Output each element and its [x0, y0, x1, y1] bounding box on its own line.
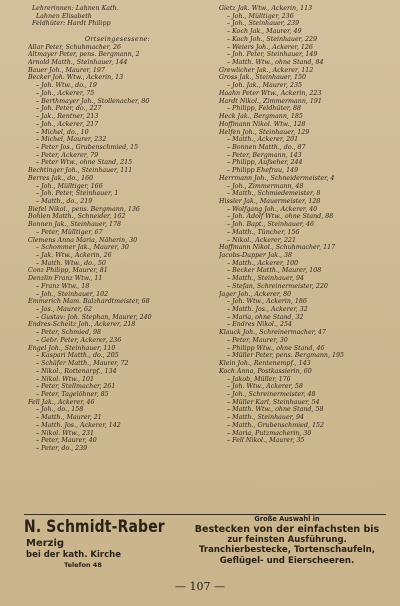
directory-entry: – Matth., Steinhauer, 94 — [227, 275, 305, 283]
left-column — [28, 5, 207, 513]
directory-entry: – Philipp, Aufseher, 244 — [227, 159, 303, 167]
directory-entry: – Peter, Maurer, 40 — [36, 437, 97, 445]
directory-entry: – Peter, Ackerer, 79 — [36, 151, 99, 159]
directory-entry: – Matth. Jos., Ackerer, 32 — [227, 306, 308, 314]
directory-columns — [28, 5, 386, 513]
directory-entry: – Matth., do., 219 — [36, 197, 93, 205]
directory-entry: – Koch Joh., Steinhauer, 229 — [227, 35, 318, 43]
directory-entry: – Joh., do., 158 — [36, 406, 84, 414]
directory-entry: Hardt Nikol., Zimmermann, 191 — [219, 97, 322, 105]
directory-entry: Hoffmann Nikol., Schuhmacher, 117 — [219, 244, 336, 252]
directory-entry: Endres-Scheitz Joh., Ackerer, 218 — [28, 321, 136, 329]
directory-entry: Denzlin Franz Wtw., 11 — [28, 275, 103, 283]
ad-line-2: Bestecken von der einfachsten bis — [194, 524, 380, 535]
directory-entry: Bohlen Matth., Schneider, 162 — [28, 213, 126, 221]
directory-entry: – Gebr. Peter, Ackerer, 236 — [36, 336, 122, 344]
directory-entry: – Philipp, Feldhüter, 88 — [227, 105, 302, 113]
directory-entry: – Matth., Steinhauer, 94 — [227, 414, 305, 422]
directory-entry: – Joh. Adolf Wtw., ohne Stand, 88 — [227, 213, 334, 221]
directory-entry: – Jos., Maurer, 62 — [36, 306, 93, 314]
directory-entry: – Matth. Jos., Ackerer, 142 — [36, 421, 121, 429]
directory-entry: Helfen Joh., Steinhauer, 129 — [219, 128, 310, 136]
directory-entry: – Franz Wtw., 18 — [36, 282, 90, 290]
directory-entry: Biefel Nikol., pens. Bergmann, 136 — [28, 205, 140, 213]
directory-entry: – Peter, Stellmacher, 261 — [36, 383, 116, 391]
directory-entry: – Joh., Mülltiger, 166 — [36, 182, 103, 190]
directory-entry: Koch Anna, Postkassierin, 60 — [219, 367, 312, 375]
ad-right — [188, 515, 386, 566]
directory-entry: Heck Jak., Bergmann, 185 — [219, 113, 303, 121]
ad-church: bei der kath. Kirche — [26, 550, 121, 560]
directory-entry: – Endres Nikol., 254 — [227, 321, 292, 329]
directory-entry: Feldhüter: Hardt Philipp — [32, 20, 111, 28]
directory-entry: – Matth., Grubenschmied, 152 — [227, 421, 324, 429]
ad-left — [24, 517, 184, 570]
directory-entry: Allar Peter, Schuhmacher, 26 — [28, 43, 121, 51]
directory-entry: – Nikol. Wtw., 231 — [36, 429, 94, 437]
directory-entry: – Peter, Schmied, 98 — [36, 329, 102, 337]
directory-entry: – Berthmayer Joh., Stollenacher, 80 — [36, 97, 150, 105]
directory-entry: – Joh., Schreinermeister, 48 — [227, 390, 316, 398]
directory-entry: Gietz Jak. Wtw., Ackerin, 113 — [219, 5, 313, 12]
directory-entry: – Joh., Steinhauer, 239 — [227, 20, 300, 28]
directory-entry: Klein Joh., Rentenempf., 143 — [219, 360, 311, 368]
directory-entry: – Matth. Wtw., do., 50 — [36, 259, 106, 267]
directory-entry: – Nikol., Rottenarpf., 134 — [36, 367, 117, 375]
directory-entry: – Joh., Steinhauer, 102 — [36, 290, 109, 298]
directory-entry: – Joh. Wtw., do., 19 — [36, 82, 97, 90]
directory-entry: – Joh., Ackerer, 217 — [36, 120, 99, 128]
advertisement — [24, 514, 386, 577]
directory-entry: – Michel, Maurer, 232 — [36, 136, 107, 144]
directory-entry: Lahnen Elisabeth — [36, 12, 92, 20]
directory-entry: Becker Joh. Wtw., Ackerin, 13 — [28, 74, 124, 82]
directory-entry: Herrmann Joh., Schneidermeister, 4 — [219, 174, 335, 182]
directory-entry: – Joh., Zimmermann, 48 — [227, 182, 304, 190]
directory-entry: Altmayer Peter, pens. Bergmann, 2 — [28, 51, 140, 59]
directory-entry: Haahn Peter Wtw., Ackerin, 223 — [219, 89, 322, 97]
directory-entry: – Peter, Maurer, 30 — [227, 336, 288, 344]
directory-entry: Bauer Joh., Maurer, 197 — [28, 66, 105, 74]
directory-entry: – Jakob, Müller, 176 — [227, 375, 291, 383]
directory-entry: Jager Joh., Ackerer, 80 — [219, 290, 292, 298]
directory-entry: – Schommer Jak., Maurer, 30 — [36, 244, 129, 252]
directory-entry: – Philipp Wtw., ohne Stand, 46 — [227, 344, 325, 352]
directory-entry: Jacobs-Dupper Jak., 38 — [219, 252, 293, 259]
directory-entry: Engel Joh., Steinhauer, 110 — [28, 344, 116, 352]
right-column — [207, 5, 386, 513]
blank-line — [28, 28, 207, 36]
directory-entry: – Peter, Tagelöhner, 85 — [36, 390, 109, 398]
directory-entry: – Maria, Putzmacherin, 30 — [227, 429, 312, 437]
directory-entry: Conz Philipp, Maurer, 81 — [28, 267, 108, 275]
directory-entry: – Matth., Ackerer, 201 — [227, 136, 299, 144]
directory-entry: Lehrerinnen: Lahnen Kath. — [32, 5, 119, 12]
directory-entry: – Fell Nikol., Maurer, 35 — [227, 437, 305, 445]
directory-entry: – Koch Jak., Maurer, 49 — [227, 28, 302, 36]
directory-entry: – Joh., Ackerer, 75 — [36, 89, 95, 97]
directory-entry: Hoffmann Nikol. Wtw., 128 — [219, 120, 306, 128]
directory-entry: – Becker Matth., Maurer, 108 — [227, 267, 322, 275]
ad-line-3: zur feinsten Ausführung. — [227, 535, 347, 545]
directory-entry: – Joh. Wtw., Ackerin, 186 — [227, 298, 307, 306]
directory-entry: Arnold Matth., Steinhauer, 144 — [28, 59, 128, 67]
directory-entry: – Nikol. Wtw., 101 — [36, 375, 94, 383]
directory-entry: Emmerich Mam. Balzhardtmeister, 68 — [28, 298, 150, 306]
directory-entry: – Maria, ohne Stand, 32 — [227, 313, 304, 321]
directory-entry: Klauck Joh., Schreinermacher, 47 — [219, 329, 327, 337]
directory-entry: Hissler Jak., Mauermeister, 128 — [219, 197, 321, 205]
directory-entry: – Bonnen Matth., do., 87 — [227, 143, 306, 151]
directory-entry: – Matth., Ackerer, 100 — [227, 259, 299, 267]
directory-entry: Bechtinger Joh., Steinhauer, 111 — [28, 167, 133, 175]
directory-entry: – Gustav: Joh. Stephan, Maurer, 240 — [36, 313, 152, 321]
ad-line-5: Geflügel- und Eierscheeren. — [219, 556, 355, 566]
directory-entry: – Peter Wtw., ohne Stand, 215 — [36, 159, 133, 167]
directory-entry: – Schäfer Matth., Maurer, 72 — [36, 360, 129, 368]
directory-entry: Gross Jak., Steinhauer, 150 — [219, 74, 306, 82]
directory-entry: – Müller Karl, Steinhauer, 54 — [227, 398, 320, 406]
directory-entry: – Matth. Wtw., ohne Stand, 84 — [227, 59, 324, 67]
section-heading: Ortseingesessene: — [84, 35, 151, 43]
directory-entry: – Philipp Ehefrau, 149 — [227, 167, 299, 175]
directory-entry: – Nikol., Ackerer, 221 — [227, 236, 296, 244]
directory-entry: Berres Jak., do., 160 — [28, 174, 94, 182]
ad-town: Merzig — [26, 538, 65, 549]
directory-entry: – Jak., Rentner, 213 — [36, 113, 99, 121]
ad-brand: N. Schmidt-Raber — [24, 517, 165, 537]
directory-entry: Grewlicher Jak., Ackerer, 112 — [219, 66, 314, 74]
directory-entry: – Matth. Wtw., ohne Stand, 58 — [227, 406, 324, 414]
directory-entry: – Kaspari Matth., do., 205 — [36, 352, 119, 360]
directory-entry: – Peter, Mülltiger, 67 — [36, 228, 103, 236]
directory-entry: – Stefan, Schreinermeister, 220 — [227, 282, 328, 290]
directory-entry: – Joh. Peter, Steinhauer, 1 — [36, 190, 119, 198]
ad-phone: Telefon 48 — [64, 561, 102, 569]
directory-entry: – Joh., Mülltiger, 236 — [227, 12, 294, 20]
directory-entry: – Matth., Schmiedemeister, 8 — [227, 190, 321, 198]
directory-entry: – Joh. Jak., Maurer, 235 — [227, 82, 302, 90]
directory-entry: – Michel, do., 10 — [36, 128, 89, 136]
directory-entry: – Jak. Wtw., Ackerin, 26 — [36, 252, 112, 259]
directory-entry: Fell Jak., Ackerer, 46 — [28, 398, 95, 406]
directory-entry: – Müller Peter, pens. Bergmann, 195 — [227, 352, 344, 360]
directory-entry: Clemens Anna Maria, Näherin, 30 — [28, 236, 138, 244]
directory-entry: – Joh. Bapt., Steinhauer, 46 — [227, 221, 315, 229]
directory-entry: Bonnen Jak., Steinhauer, 178 — [28, 221, 121, 229]
directory-entry: – Peter, Bergmann, 143 — [227, 151, 302, 159]
directory-entry: – Wolfgang Joh., Ackerer, 40 — [227, 205, 318, 213]
directory-entry: – Matth., Maurer, 21 — [36, 414, 102, 422]
directory-entry: – Weiers Joh., Ackerer, 126 — [227, 43, 313, 51]
ad-line-4: Tranchierbestecke, Tortenschaufeln, — [198, 545, 376, 555]
ad-line-1: Große Auswahl in — [254, 515, 320, 523]
directory-entry: – Joh. Peter, do., 227 — [36, 105, 102, 113]
directory-entry: – Joh. Wtw., Ackerer, 58 — [227, 383, 303, 391]
page-number: — 107 — — [175, 580, 225, 593]
directory-entry: – Joh. Peter, Steinhauer, 149 — [227, 51, 318, 59]
directory-entry: – Peter, do., 239 — [36, 444, 88, 452]
directory-entry: – Matth., Tüncher, 156 — [227, 228, 300, 236]
directory-entry: – Peter Jos., Grubenschmied, 15 — [36, 143, 139, 151]
